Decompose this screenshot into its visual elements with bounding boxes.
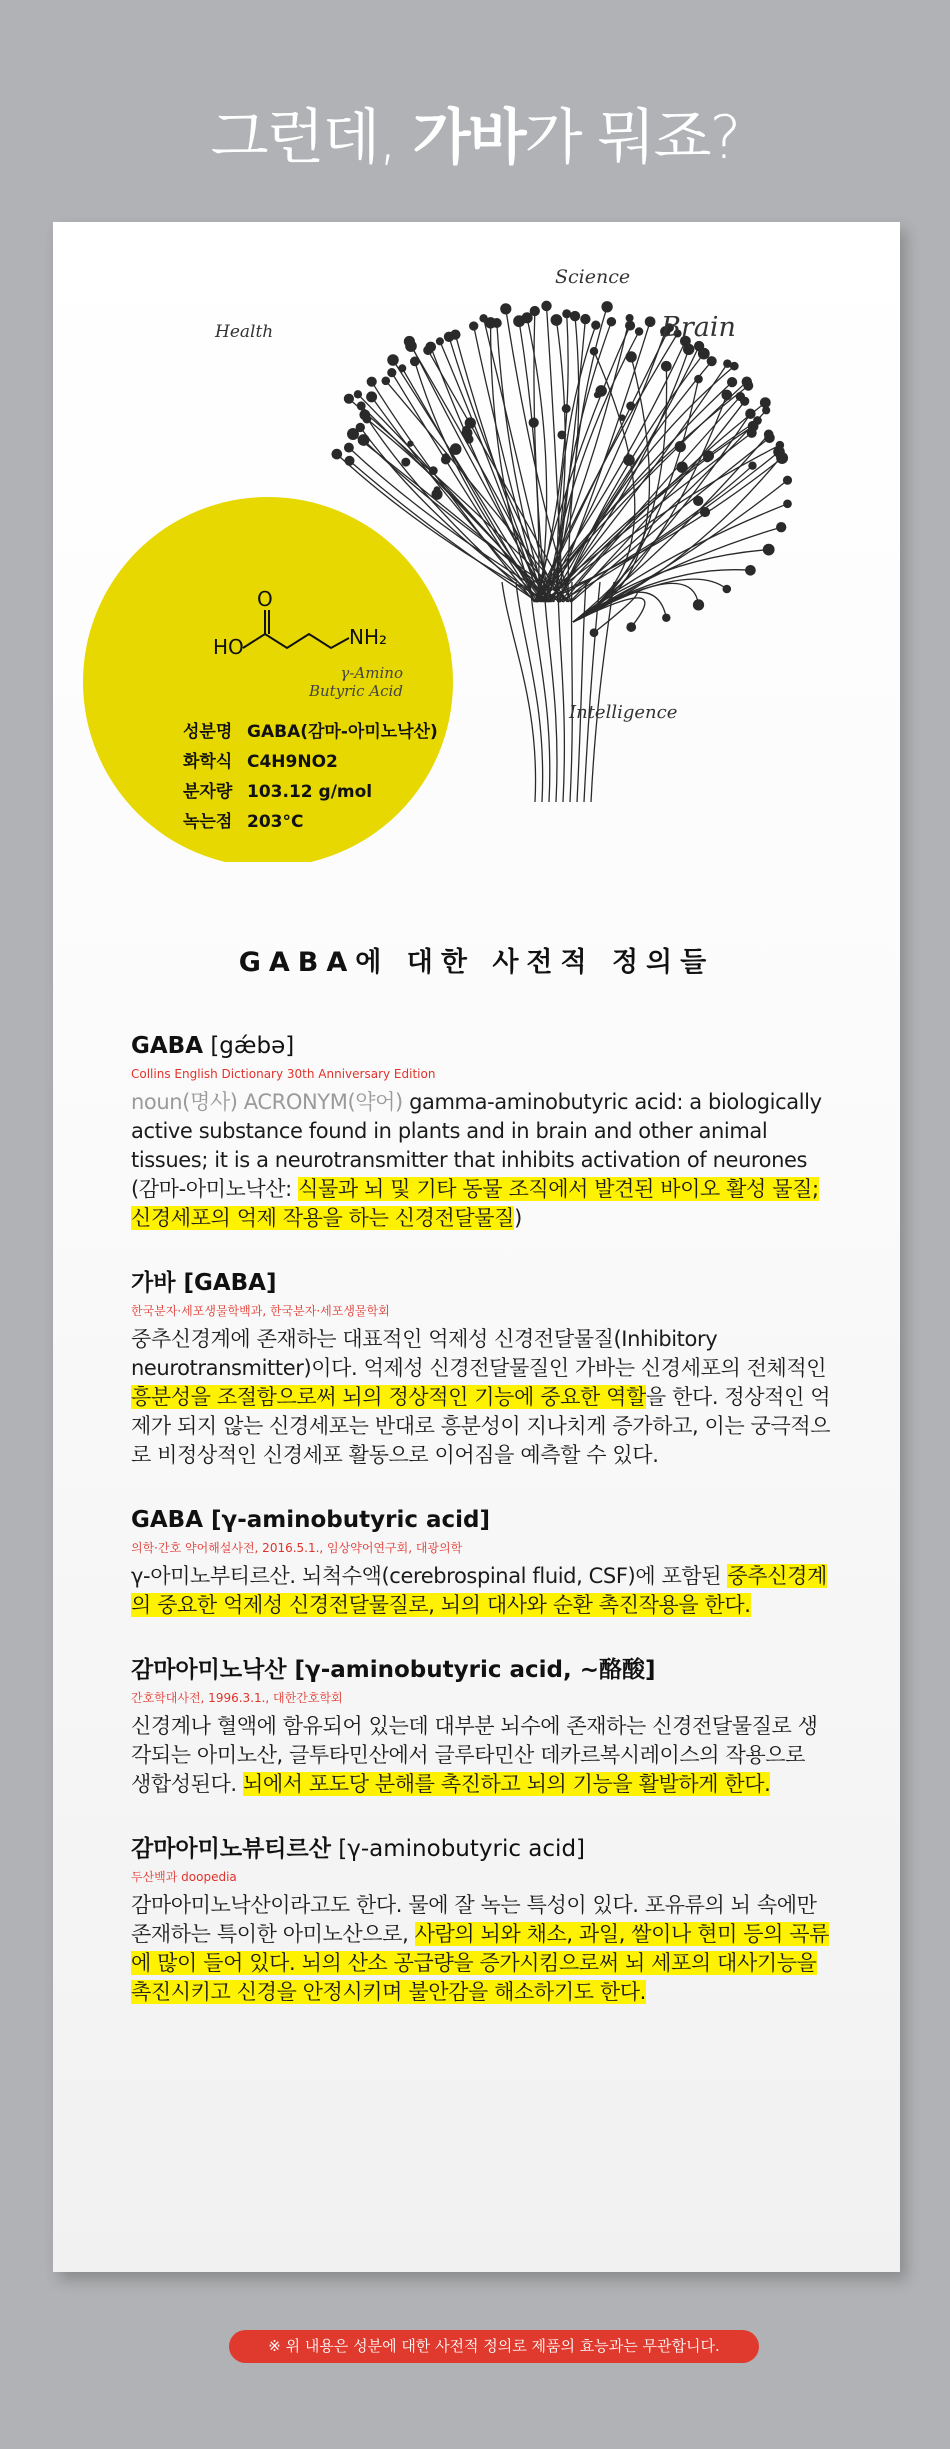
definition-source: 의학·간호 약어해설사전, 2016.5.1., 임상약어연구회, 대광의학: [131, 1541, 463, 1555]
definition-list: [131, 1030, 831, 2041]
brain-node: [469, 321, 478, 330]
brain-node: [626, 402, 635, 411]
definition-source: 한국분자·세포생물학백과, 한국분자·세포생물학회: [131, 1304, 390, 1318]
brain-node: [367, 377, 377, 387]
property-row: 화학식 C4H9NO2: [183, 752, 338, 772]
brain-node: [623, 454, 635, 466]
brain-node: [492, 318, 502, 328]
brain-branch: [516, 582, 543, 802]
brain-node: [635, 327, 643, 335]
tag-health: Health: [215, 322, 274, 342]
section-title: GABA에 대한 사전적 정의들: [238, 947, 715, 978]
info-card: [53, 222, 900, 2272]
brain-node: [626, 351, 637, 362]
brain-node: [500, 303, 511, 314]
brain-node: [401, 458, 410, 467]
property-list: [183, 717, 438, 837]
brain-node: [707, 356, 717, 366]
brain-node: [359, 409, 370, 420]
definition-title: 가바 [GABA]: [131, 1270, 277, 1296]
brain-node: [344, 456, 354, 466]
brain-node: [529, 417, 539, 427]
brain-node: [748, 462, 756, 470]
brain-node: [354, 390, 362, 398]
brain-node: [675, 441, 686, 452]
brain-node: [462, 426, 469, 433]
definition-source: 두산백과 doopedia: [131, 1870, 237, 1884]
brain-node: [530, 306, 540, 316]
molecule-ho: HO: [213, 635, 244, 659]
brain-node: [436, 337, 444, 345]
brain-node: [366, 391, 377, 402]
brain-node: [626, 622, 636, 632]
brain-branch: [573, 592, 666, 622]
tag-brain: Brain: [661, 312, 736, 343]
brain-node: [541, 301, 551, 311]
definition-text: 중추신경계에 존재하는 대표적인 억제성 신경전달물질(Inhibitory neurotransmitter)이다. 억제성 신경전달물질인 가바는 신경세포의 전체적인 흥분성을 조절함으로써 뇌의 정상적인 기능에 중요한 역할을 한다. 정상적인 억제가 되지 않는 신경세포는 반대로 흥분성이 지나치게 증가하고, 이는 궁극적으로 비정상적인 신경세포 활동으로 이어짐을 예측할 수 있다.: [131, 1327, 831, 1467]
brain-node: [331, 449, 342, 460]
brain-node: [357, 401, 366, 410]
brain-node: [783, 499, 792, 508]
definition-item: [131, 1030, 831, 1233]
brain-node: [683, 344, 694, 355]
definition-title: GABA [gǽbə]: [131, 1033, 295, 1059]
property-row: 성분명 GABA(감마-아미노낙산): [183, 722, 438, 742]
definition-item: [131, 1833, 831, 2007]
definition-title: 감마아미노뷰티르산 [γ-aminobutyric acid]: [131, 1836, 586, 1862]
brain-branch: [573, 434, 769, 622]
brain-branch: [558, 582, 564, 802]
brain-node: [645, 316, 656, 327]
brain-node: [727, 377, 737, 387]
brain-node: [429, 466, 438, 475]
brain-node: [398, 364, 406, 372]
molecule-name: γ-Amino Butyric Acid: [309, 664, 403, 700]
property-row: 녹는점 203°C: [183, 812, 304, 832]
brain-node: [441, 455, 451, 465]
brain-node: [763, 544, 775, 556]
brain-node: [557, 430, 566, 439]
title-highlight: 가바: [412, 103, 525, 173]
brain-node: [740, 397, 749, 406]
definition-item: [131, 1267, 831, 1470]
brain-node: [745, 408, 755, 418]
highlight: 흥분성을 조절함으로써 뇌의 정상적인 기능에 중요한 역할: [131, 1385, 646, 1409]
brain-node: [776, 522, 786, 532]
definition-title: GABA [γ-aminobutyric acid]: [131, 1507, 490, 1533]
brain-branch: [544, 582, 557, 802]
brain-branch: [440, 341, 541, 602]
brain-node: [590, 628, 599, 637]
brain-node: [431, 489, 442, 500]
brain-node: [594, 392, 600, 398]
highlight: 중추신경계의 중요한 억제성 신경전달물질로, 뇌의 대사와 순환 촉진작용을 한다.: [131, 1564, 827, 1617]
brain-node: [580, 314, 590, 324]
brain-node: [358, 434, 370, 446]
brain-node: [703, 454, 712, 463]
brain-branch: [415, 361, 545, 602]
brain-branch: [573, 579, 727, 622]
page-title: 그런데, 가바가 뭐죠?: [210, 103, 740, 173]
brain-node: [450, 329, 460, 339]
brain-node: [344, 394, 354, 404]
brain-node: [662, 614, 670, 622]
definition-text: γ-아미노부티르산. 뇌척수액(cerebrospinal fluid, CSF)에 포함된 중추신경계의 중요한 억제성 신경전달물질로, 뇌의 대사와 순환 촉진작용을 한다.: [131, 1564, 827, 1617]
brain-node: [425, 342, 436, 353]
brain-node: [743, 381, 753, 391]
brain-branch: [502, 582, 536, 802]
brain-node: [591, 320, 600, 329]
definition-text: 감마아미노낙산이라고도 한다. 물에 잘 녹는 특성이 있다. 포유류의 뇌 속에만 존재하는 특이한 아미노산으로, 사람의 뇌와 채소, 과일, 쌀이나 현미 등의 곡류에 많이 들어 있다. 뇌의 산소 공급량을 증가시킴으로써 뇌 세포의 대사기능을 촉진시키고 신경을 안정시키며 불안감을 해소하기도 한다.: [131, 1893, 830, 2004]
brain-node: [676, 462, 687, 473]
brain-node: [694, 375, 703, 384]
molecule-o: O: [257, 587, 273, 611]
definition-item: [131, 1504, 831, 1620]
brain-node: [387, 368, 396, 377]
definition-source: 간호학대사전, 1996.3.1., 대한간호학회: [131, 1691, 343, 1705]
brain-branch: [573, 550, 769, 622]
brain-node: [693, 496, 703, 506]
tag-science: Science: [555, 266, 631, 288]
tag-intelligence: Intelligence: [569, 702, 678, 723]
brain-node: [344, 443, 354, 453]
brain-branch: [591, 582, 614, 802]
definition-text: noun(명사) ACRONYM(약어) gamma-aminobutyric acid: a biologically active substance found in plants and in brain and other animal tissues; it is a neurotransmitter that inhibits activation of neurones (감마-아미노낙산: 식물과 뇌 및 기타 동물 조직에서 발견된 바이오 활성 물질; 신경세포의 억제 작용을 하는 신경전달물질): [131, 1090, 822, 1230]
disclaimer-badge: ※ 위 내용은 성분에 대한 사전적 정의로 제품의 효능과는 무관합니다.: [229, 2330, 759, 2363]
brain-node: [700, 507, 710, 517]
brain-node: [745, 565, 756, 576]
brain-node: [693, 599, 704, 610]
brain-node: [721, 390, 732, 401]
definition-text: 신경계나 혈액에 함유되어 있는데 대부분 뇌수에 존재하는 신경전달물질로 생각되는 아미노산, 글투타민산에서 글루타민산 데카르복시레이스의 작용으로 생합성된다. 뇌에서 포도당 분해를 촉진하고 뇌의 기능을 활발하게 한다.: [131, 1714, 818, 1796]
highlight: 사람의 뇌와 채소, 과일, 쌀이나 현미 등의 곡류에 많이 들어 있다. 뇌의 산소 공급량을 증가시킴으로써 뇌 세포의 대사기능을 촉진시키고 신경을 안정시키며 불안감을 해소하기도 한다.: [131, 1922, 830, 2004]
brain-node: [590, 347, 598, 355]
brain-node: [562, 404, 571, 413]
definition-title: 감마아미노낙산 [γ-aminobutyric acid, ~酪酸]: [131, 1657, 656, 1683]
brain-node: [404, 336, 415, 347]
brain-node: [387, 354, 399, 366]
brain-node: [698, 348, 710, 360]
brain-node: [661, 361, 672, 372]
highlight: 뇌에서 포도당 분해를 촉진하고 뇌의 기능을 활발하게 한다.: [242, 1772, 771, 1796]
brain-node: [723, 585, 732, 594]
brain-node: [730, 362, 739, 371]
brain-node: [619, 414, 626, 421]
brain-node: [783, 476, 792, 485]
brain-node: [407, 440, 413, 446]
brain-node: [381, 376, 390, 385]
definition-item: [131, 1654, 831, 1799]
brain-node: [601, 301, 612, 312]
brain-node: [570, 311, 580, 321]
brain-branch: [570, 582, 572, 802]
brain-node: [764, 430, 774, 440]
brain-node: [762, 406, 770, 414]
brain-node: [410, 357, 420, 367]
brain-node: [450, 443, 462, 455]
brain-illustration: [53, 222, 900, 862]
brain-node: [356, 423, 365, 432]
brain-node: [776, 452, 786, 462]
brain-node: [747, 428, 757, 438]
highlight: 식물과 뇌 및 기타 동물 조직에서 발견된 바이오 활성 물질; 신경세포의 억제 작용을 하는 신경전달물질: [131, 1177, 819, 1230]
brain-node: [607, 317, 616, 326]
brain-node: [551, 314, 563, 326]
brain-branch: [573, 583, 699, 622]
brain-node: [625, 321, 635, 331]
definition-source: Collins English Dictionary 30th Anniversary Edition: [131, 1067, 436, 1081]
property-row: 분자량 103.12 g/mol: [183, 782, 373, 802]
brain-branch: [527, 318, 547, 602]
molecule-nh2: NH₂: [349, 625, 388, 649]
